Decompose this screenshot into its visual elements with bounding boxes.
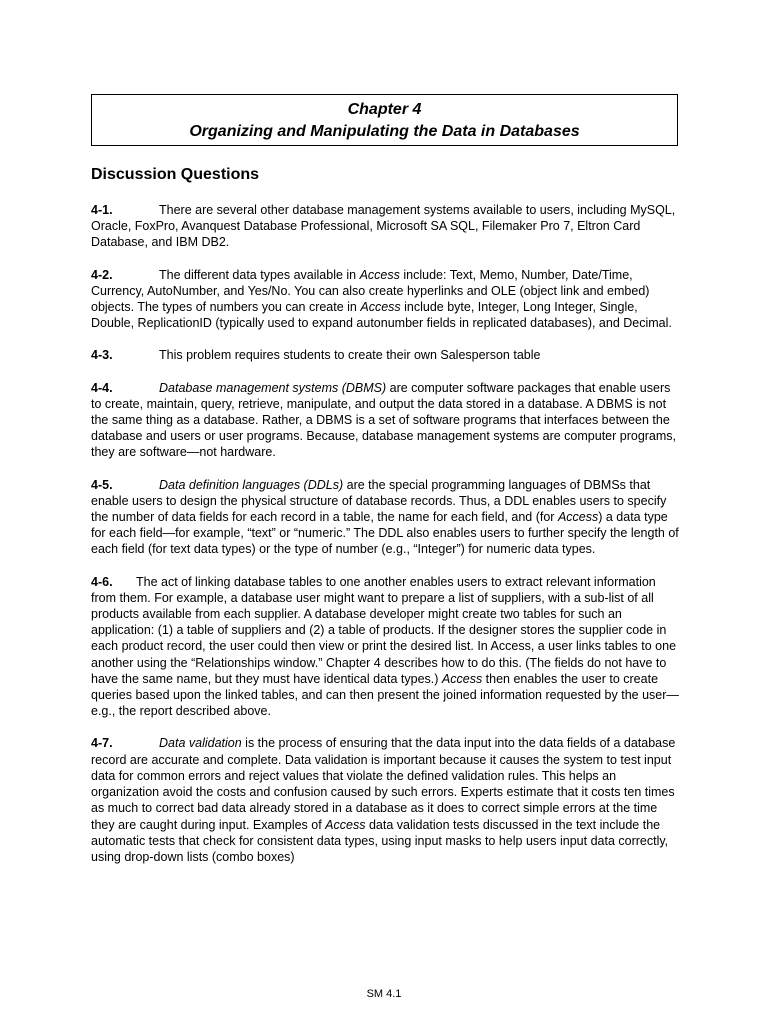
question-paragraph bbox=[91, 380, 679, 461]
question-paragraph bbox=[91, 477, 679, 558]
question-number: 4-3. bbox=[91, 348, 113, 363]
italic-term: Access bbox=[557, 510, 599, 525]
italic-term: Access bbox=[441, 671, 483, 686]
question-number: 4-4. bbox=[91, 380, 113, 395]
question-text: data validation tests discussed in the text include the automatic tests that check for consistent data types, using input masks to help users input data correctly, using drop-down lists (combo boxes) bbox=[91, 817, 669, 864]
question-text: include byte, Integer, Long Integer, Single, Double, ReplicationID (typically used to expand autonumber fields in replicated databases), and Decimal. bbox=[91, 300, 672, 331]
question-text: are computer software packages that enable users to create, maintain, query, retrieve, manipulate, and output the data stored in a database. A DBMS is not the same thing as a database. Rather, a DBMS is a set of software programs that interfaces between the database and users or user programs. Because, database management systems are computer programs, they are software—not hardware. bbox=[91, 380, 677, 460]
question-text: There are several other database management systems available to users, including MySQL, Oracle, FoxPro, Avanquest Database Professional, Microsoft SA SQL, Filemaker Pro 7, Eltron Card Database, and IBM DB2. bbox=[91, 203, 676, 250]
question-text: This problem requires students to create their own Salesperson table bbox=[159, 348, 541, 363]
question-number: 4-1. bbox=[91, 203, 113, 217]
italic-term: Database management systems (DBMS) bbox=[159, 380, 387, 395]
chapter-number: Chapter 4 bbox=[347, 101, 422, 118]
chapter-title: Organizing and Manipulating the Data in Databases bbox=[189, 123, 580, 140]
question-paragraph bbox=[91, 202, 679, 251]
question-text: ) a data type for each field—for example, “text” or “numeric.” The DDL also enables users to further specify the length of each field (for text data types) or the type of number (e.g., “Integer”) for numeric data types. bbox=[91, 510, 679, 557]
question-paragraph bbox=[91, 267, 679, 332]
question-text: then enables the user to create queries based upon the linked tables, and can then present the joined information requested by the user—e.g., the report described above. bbox=[91, 671, 679, 719]
italic-term: Access bbox=[360, 300, 401, 315]
question-number: 4-5. bbox=[91, 477, 113, 492]
question-number: 4-6. bbox=[91, 574, 113, 589]
question-paragraph bbox=[91, 347, 679, 363]
italic-term: Access bbox=[359, 267, 400, 282]
italic-term: Data validation bbox=[159, 736, 242, 751]
question-number: 4-2. bbox=[91, 267, 113, 282]
question-text: include: Text, Memo, Number, Date/Time, Currency, AutoNumber, and Yes/No. You can also create hyperlinks and OLE (object link and embed) objects. The types of numbers you can create in bbox=[91, 267, 650, 315]
question-text: are the special programming languages of DBMSs that enable users to design the physical structure of database records. Thus, a DDL enables users to specify the number of data fields for each record in a table, the name for each field, and (for bbox=[91, 477, 667, 525]
chapter-title-box bbox=[91, 94, 678, 146]
italic-term: Data definition languages (DDLs) bbox=[159, 477, 344, 492]
question-paragraph bbox=[91, 574, 679, 720]
page-footer: SM 4.1 bbox=[366, 988, 402, 1000]
question-number: 4-7. bbox=[91, 736, 113, 751]
discussion-questions-list bbox=[91, 202, 679, 881]
question-text: is the process of ensuring that the data input into the data fields of a database record are accurate and complete. Data validation is important because it causes the system to test input data for common errors and reject values that violate the defined validation rules. This helps an organization avoid the costs and confusion caused by such errors. Experts estimate that it costs ten times as much to correct bad data already stored in a database as it does to correct simple errors at the time they are caught during input. Examples of bbox=[91, 736, 676, 832]
question-paragraph bbox=[91, 735, 679, 865]
question-text: The act of linking database tables to one another enables users to extract relevant information from them. For example, a database user might want to prepare a list of suppliers, with a sub-list of all products available from each supplier. A database developer might create two tables for such an application: (1) a table of suppliers and (2) a table of products. If the designer stores the supplier code in each product record, the user could then view or print the desired list. In Access, a user links tables to one another using the “Relationships window.” Chapter 4 describes how to do this. (The fields do not have to have the same name, but they must have identical data types.) bbox=[91, 574, 677, 686]
question-text: The different data types available in bbox=[159, 267, 360, 282]
section-heading: Discussion Questions bbox=[91, 166, 260, 183]
italic-term: Access bbox=[325, 817, 366, 832]
